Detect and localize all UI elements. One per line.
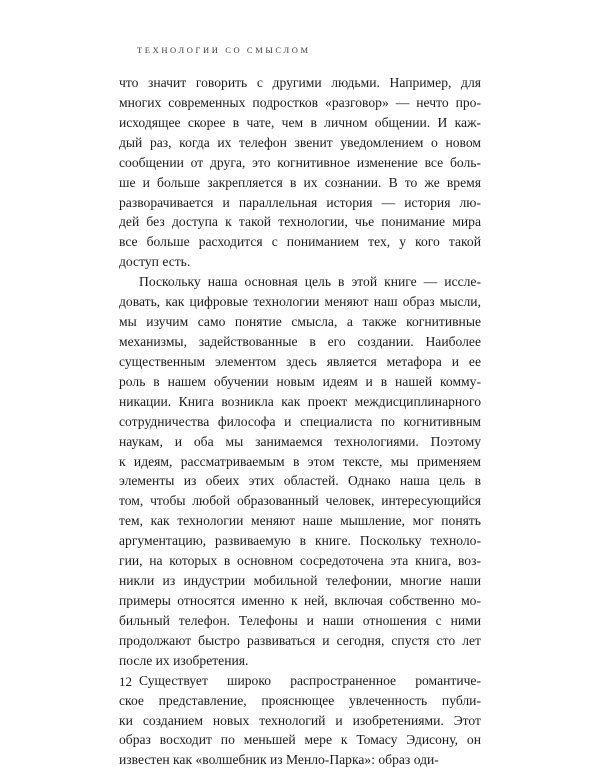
text-line: тем, как технологии меняют наше мышление, мог понять: [119, 513, 481, 529]
text-line: гии, на которых в основном сосредоточена эта книга, воз-: [119, 553, 481, 569]
text-line: том, чтобы любой образованный человек, интересующийся: [119, 493, 481, 509]
text-line: роль в нашем обучении новым идеям и в нашей комму-: [119, 373, 481, 389]
text-line: к идеям, рассматриваемым в этом тексте, мы применяем: [119, 453, 481, 469]
text-line: наукам, и оба мы занимаемся технологиями. Поэтому: [119, 433, 481, 449]
text-line: после их изобретения.: [119, 652, 249, 668]
text-line: существенным элементом здесь является метафора и ее: [119, 353, 481, 369]
text-line: элементы из обеих этих областей. Однако наша цель в: [119, 473, 481, 489]
page-number: 12: [119, 674, 132, 689]
text-line: продолжают быстро развиваться и сегодня, спустя сто лет: [119, 632, 481, 648]
text-line: многих современных подростков «разговор» — нечто про-: [119, 94, 481, 110]
text-line: Поскольку наша основная цель в этой книге — иссле-: [139, 274, 481, 290]
paragraph: [119, 671, 481, 770]
text-line: доступ есть.: [119, 254, 191, 270]
text-line: разворачивается и параллельная история — история лю-: [119, 194, 481, 210]
text-line: довать, как цифровые технологии меняют наш образ мысли,: [119, 294, 481, 310]
text-line: образ восходит по меньшей мере к Томасу Эдисону, он: [119, 732, 481, 748]
text-line: все больше расходится с пониманием тех, у кого такой: [119, 234, 481, 250]
text-line: дей без доступа к такой технологии, чье понимание мира: [119, 214, 481, 230]
text-line: бильный телефон. Телефоны и наши отношения с ними: [119, 612, 481, 628]
paragraph: [119, 73, 481, 272]
text-line: сообщении от друга, это когнитивное изменение все боль-: [119, 154, 481, 170]
text-line: известен как «волшебник из Менло-Парка»: образ оди-: [119, 752, 439, 768]
paragraph: [119, 272, 481, 670]
text-line: ки созданием новых технологий и изобретениями. Этот: [119, 712, 481, 728]
text-line: примеры относятся именно к ней, включая собственно мо-: [119, 592, 481, 608]
text-line: Существует широко распространенное романтиче-: [139, 672, 481, 688]
text-line: сотрудничества философа и специалиста по когнитивным: [119, 413, 481, 429]
running-head: ТЕХНОЛОГИИ СО СМЫСЛОМ: [137, 45, 311, 55]
text-line: аргументацию, развиваемую в книге. Поскольку техноло-: [119, 533, 481, 549]
text-line: что значит говорить с другими людьми. Например, для: [119, 75, 481, 90]
text-line: исходящее скорее в чате, чем в личном общении. И каж-: [119, 114, 481, 130]
text-line: ское представление, прояснющее увлеченность публи-: [119, 692, 481, 708]
body-text: [119, 73, 481, 770]
text-line: ше и больше закрепляется в их сознании. В то же время: [119, 174, 481, 190]
text-line: механизмы, задействованные в его создании. Наиболее: [119, 333, 481, 349]
text-line: дый раз, когда их телефон звенит уведомлением о новом: [119, 134, 481, 150]
text-line: никации. Книга возникла как проект междисциплинарного: [119, 393, 481, 409]
text-line: мы изучим само понятие смысла, а также когнитивные: [119, 314, 481, 330]
text-line: никли из индустрии мобильной телефонии, многие наши: [119, 573, 481, 589]
